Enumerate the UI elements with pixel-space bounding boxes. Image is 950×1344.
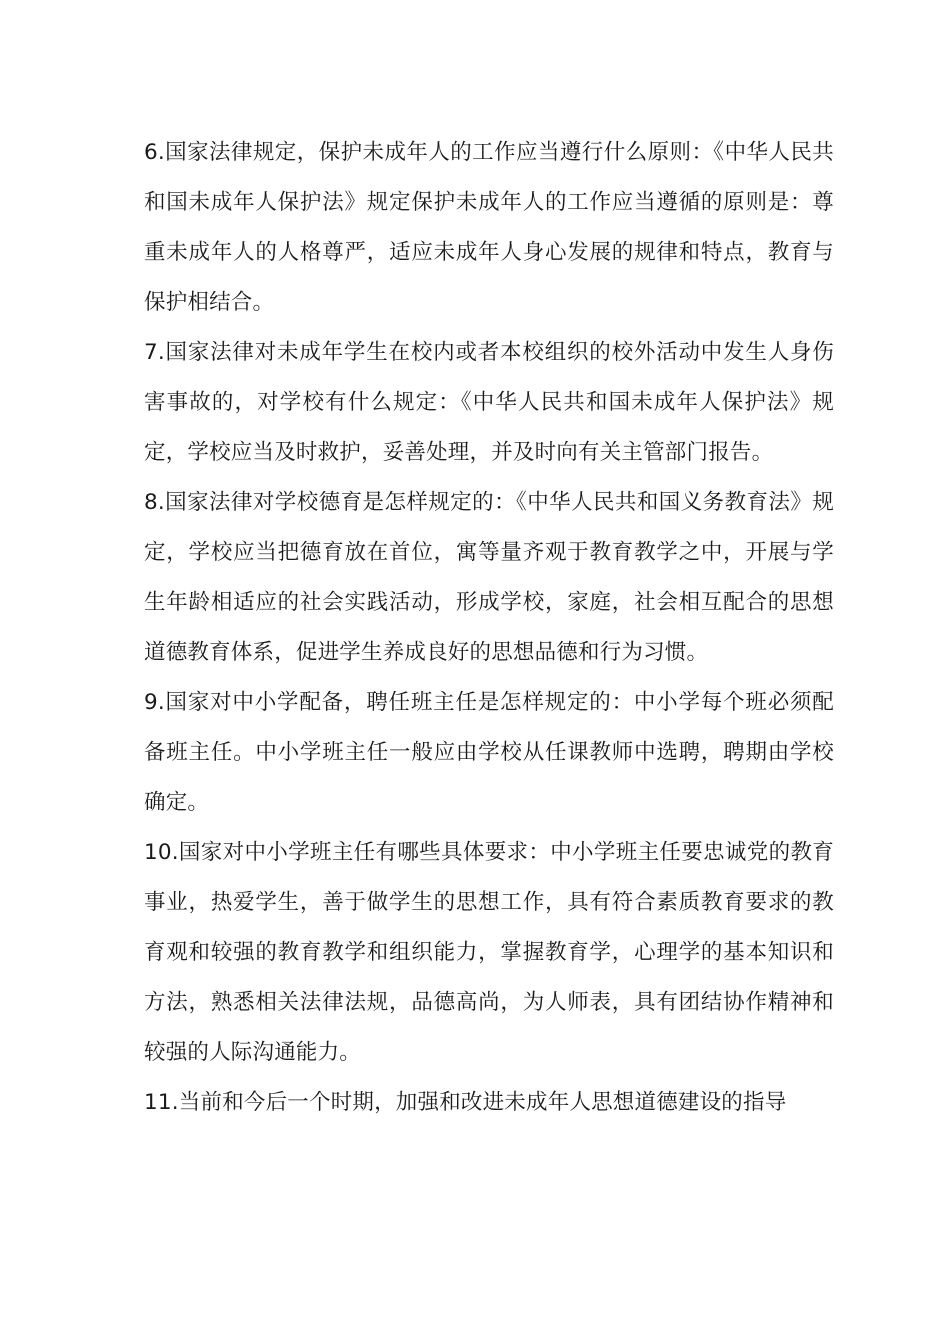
- paragraph-item-11: 11.当前和今后一个时期，加强和改进未成年人思想道德建设的指导: [144, 1090, 787, 1115]
- document-body: [144, 128, 834, 1128]
- paragraph-item-9: 9.国家对中小学配备，聘任班主任是怎样规定的：中小学每个班必须配备班主任。中小学班主任一般应由学校从任课教师中选聘，聘期由学校确定。: [144, 690, 834, 815]
- paragraph-item-8: 8.国家法律对学校德育是怎样规定的：《中华人民共和国义务教育法》规定，学校应当把德育放在首位，寓等量齐观于教育教学之中，开展与学生年龄相适应的社会实践活动，形成学校，家庭，社会相互配合的思想道德教育体系，促进学生养成良好的思想品德和行为习惯。: [144, 490, 834, 665]
- paragraph-item-7: 7.国家法律对未成年学生在校内或者本校组织的校外活动中发生人身伤害事故的，对学校有什么规定：《中华人民共和国未成年人保护法》规定，学校应当及时救护，妥善处理，并及时向有关主管部门报告。: [144, 340, 834, 465]
- paragraph-item-10: 10.国家对中小学班主任有哪些具体要求：中小学班主任要忠诚党的教育事业，热爱学生，善于做学生的思想工作，具有符合素质教育要求的教育观和较强的教育教学和组织能力，掌握教育学，心理学的基本知识和方法，熟悉相关法律法规，品德高尚，为人师表，具有团结协作精神和较强的人际沟通能力。: [144, 840, 834, 1065]
- paragraph-item-6: 6.国家法律规定，保护未成年人的工作应当遵行什么原则：《中华人民共和国未成年人保护法》规定保护未成年人的工作应当遵循的原则是：尊重未成年人的人格尊严，适应未成年人身心发展的规律和特点，教育与保护相结合。: [144, 140, 834, 315]
